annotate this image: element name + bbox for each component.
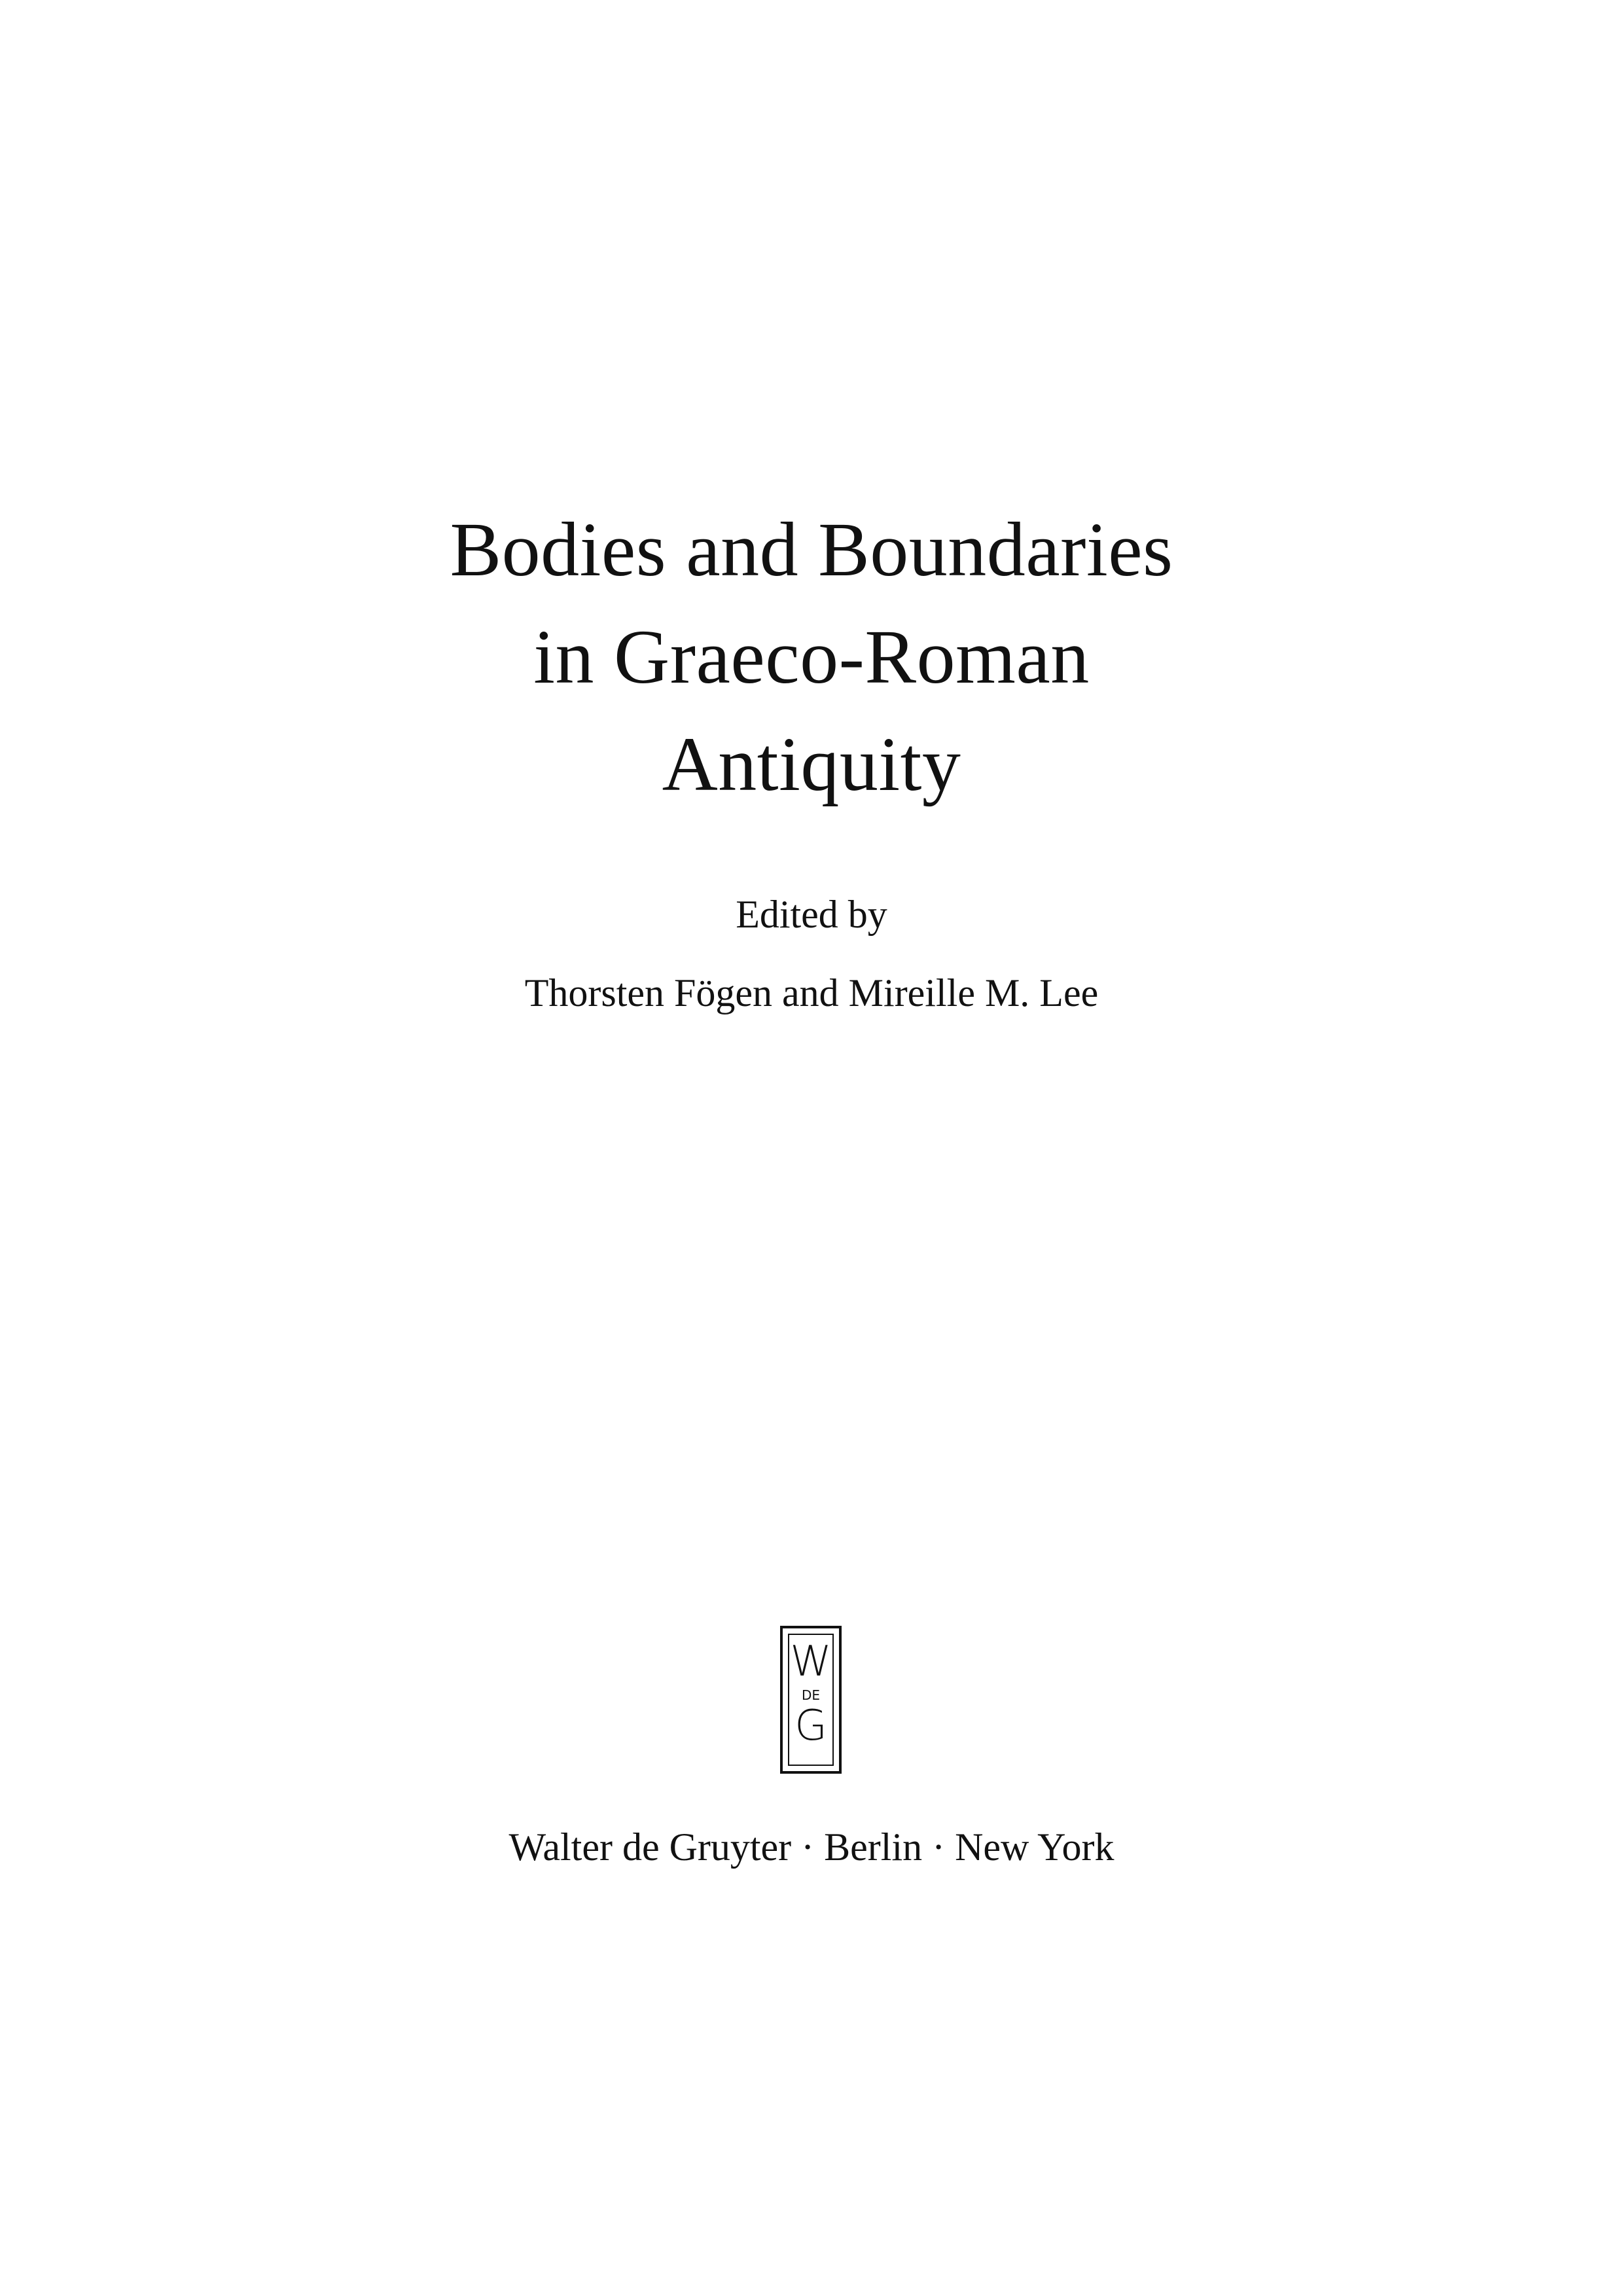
logo-letter-w: W [790,1638,832,1686]
title-line-3: Antiquity [662,721,961,807]
editor-names: Thorsten Fögen and Mireille M. Lee [524,971,1099,1014]
logo-letters-de: DE [801,1687,821,1703]
publisher-logo [780,1626,842,1774]
logo-letter-g: G [794,1702,827,1750]
publisher-line: Walter de Gruyter · Berlin · New York [508,1825,1115,1869]
book-title [0,496,1623,818]
editors-block [0,887,1623,1020]
edited-by-label: Edited by [736,893,887,936]
title-line-2: in Graeco-Roman [533,614,1090,700]
logo-inner-frame [788,1634,834,1766]
title-line-1: Bodies and Boundaries [450,507,1173,592]
